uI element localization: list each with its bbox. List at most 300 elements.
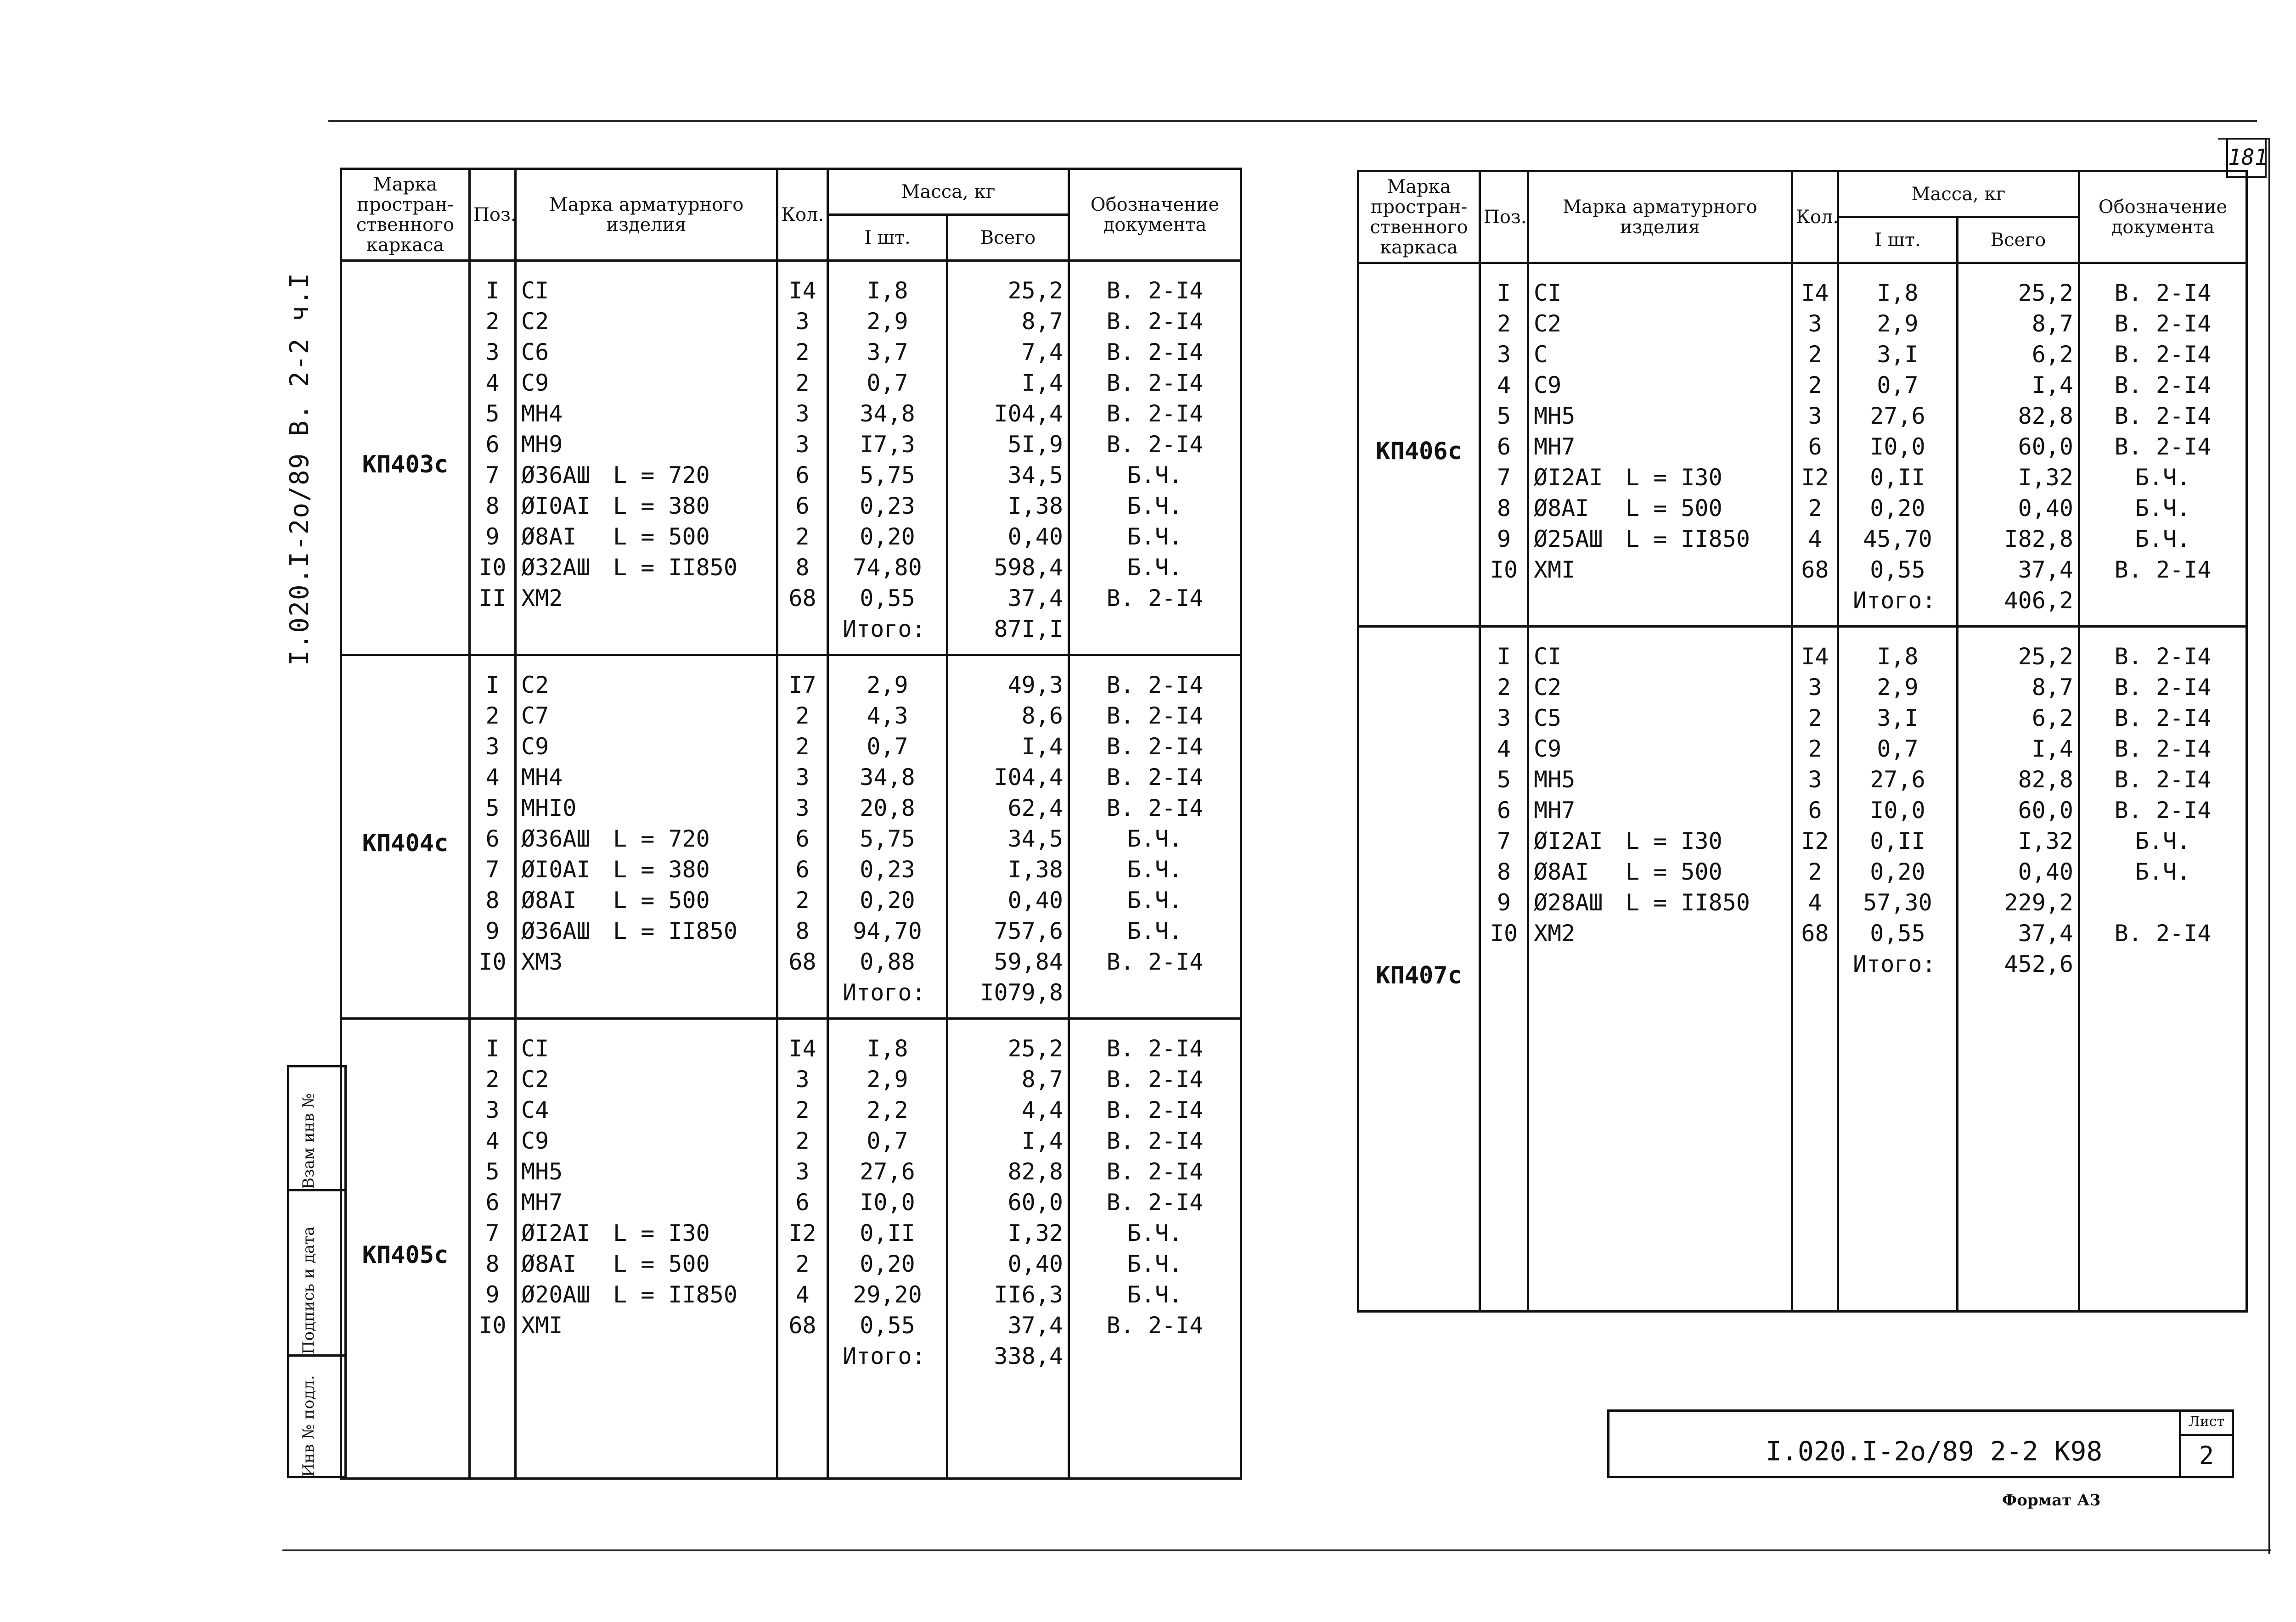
table-row xyxy=(341,460,1241,491)
item-mark: МН4 xyxy=(521,400,563,427)
total-value: 338,4 xyxy=(947,1341,1069,1479)
mass-one-cell: 3,I xyxy=(1838,703,1958,734)
quantity-cell: 3 xyxy=(777,1156,828,1187)
item-mark-cell xyxy=(1528,524,1792,555)
item-length: L = 500 xyxy=(613,887,710,914)
document-cell: В. 2-I4 xyxy=(1069,947,1241,977)
quantity-cell: 2 xyxy=(777,337,828,368)
table-row xyxy=(341,701,1241,731)
table-row xyxy=(341,1280,1241,1310)
table-row xyxy=(1358,764,2247,795)
mass-one-cell: 0,20 xyxy=(828,885,947,916)
document-cell: Б.Ч. xyxy=(1069,854,1241,885)
item-mark-cell xyxy=(516,916,777,947)
position-cell: 5 xyxy=(470,398,516,429)
item-mark-cell xyxy=(1528,493,1792,524)
item-mark: C7 xyxy=(521,702,549,729)
item-mark-cell xyxy=(1528,263,1792,309)
item-mark-cell xyxy=(516,429,777,460)
document-cell: В. 2-I4 xyxy=(2079,627,2247,673)
total-row xyxy=(341,977,1241,1019)
mass-one-cell: 2,9 xyxy=(1838,672,1958,703)
table-row xyxy=(1358,493,2247,524)
mass-total-cell: I,32 xyxy=(1958,826,2079,857)
position-cell: I0 xyxy=(1480,918,1528,949)
item-length: L = 500 xyxy=(1626,859,1722,885)
item-mark: C2 xyxy=(1534,310,1562,337)
item-mark: ØI0AI xyxy=(521,493,591,519)
mass-total-cell: I,32 xyxy=(1958,462,2079,493)
item-length: L = 500 xyxy=(613,1251,710,1277)
item-mark: C2 xyxy=(521,1066,549,1093)
position-cell: 6 xyxy=(1480,432,1528,462)
position-cell: 5 xyxy=(470,1156,516,1187)
empty-cell xyxy=(777,1341,828,1479)
table-row xyxy=(1358,309,2247,339)
document-cell: В. 2-I4 xyxy=(2079,401,2247,432)
total-label: Итого: xyxy=(828,977,947,1019)
header-mass-total: Всего xyxy=(947,215,1069,261)
position-cell: 4 xyxy=(1480,370,1528,401)
mass-total-cell: I04,4 xyxy=(947,762,1069,793)
document-cell: В. 2-I4 xyxy=(1069,306,1241,337)
item-mark-cell xyxy=(516,947,777,977)
mass-total-cell: II6,3 xyxy=(947,1280,1069,1310)
item-mark-cell xyxy=(516,1064,777,1095)
header-frame-mark: Марка простран-ственного каркаса xyxy=(341,169,470,261)
header-position: Поз. xyxy=(1480,171,1528,263)
mass-one-cell: 0,55 xyxy=(828,583,947,614)
stamp-cell-inventory xyxy=(287,1354,347,1478)
document-cell: В. 2-I4 xyxy=(2079,263,2247,309)
title-block xyxy=(1607,1409,2234,1478)
document-cell: Б.Ч. xyxy=(1069,885,1241,916)
table-row xyxy=(341,491,1241,522)
mass-total-cell: 37,4 xyxy=(947,583,1069,614)
left-table-body xyxy=(341,261,1241,1479)
mass-one-cell: 0,55 xyxy=(1838,918,1958,949)
total-row xyxy=(341,614,1241,655)
quantity-cell: 3 xyxy=(1792,764,1838,795)
empty-cell xyxy=(1792,949,1838,1312)
position-cell: 9 xyxy=(470,1280,516,1310)
table-row xyxy=(1358,795,2247,826)
mass-total-cell: 0,40 xyxy=(947,1249,1069,1280)
quantity-cell: 6 xyxy=(777,854,828,885)
document-cell: В. 2-I4 xyxy=(1069,731,1241,762)
mass-total-cell: I,4 xyxy=(947,368,1069,398)
item-mark: CI xyxy=(1534,643,1562,670)
document-cell: В. 2-I4 xyxy=(1069,368,1241,398)
quantity-cell: I7 xyxy=(777,655,828,701)
mass-total-cell: 8,7 xyxy=(1958,672,2079,703)
mass-one-cell: I0,0 xyxy=(1838,432,1958,462)
item-mark: CI xyxy=(1534,280,1562,306)
empty-cell xyxy=(2079,949,2247,1312)
item-mark-cell xyxy=(1528,826,1792,857)
quantity-cell: 3 xyxy=(777,762,828,793)
quantity-cell: I2 xyxy=(1792,826,1838,857)
position-cell: I0 xyxy=(470,947,516,977)
quantity-cell: 68 xyxy=(1792,918,1838,949)
empty-cell xyxy=(1069,1341,1241,1479)
mass-one-cell: I,8 xyxy=(1838,627,1958,673)
item-mark-cell xyxy=(1528,309,1792,339)
table-row xyxy=(341,655,1241,701)
document-cell: В. 2-I4 xyxy=(1069,261,1241,307)
mass-one-cell: 0,7 xyxy=(1838,370,1958,401)
quantity-cell: I4 xyxy=(777,261,828,307)
document-cell: В. 2-I4 xyxy=(2079,432,2247,462)
quantity-cell: I4 xyxy=(777,1019,828,1065)
total-value: I079,8 xyxy=(947,977,1069,1019)
item-mark-cell xyxy=(516,261,777,307)
mass-one-cell: 3,7 xyxy=(828,337,947,368)
header-mass-total: Всего xyxy=(1958,217,2079,263)
empty-cell xyxy=(777,977,828,1019)
mass-one-cell: 27,6 xyxy=(1838,764,1958,795)
mass-total-cell: 37,4 xyxy=(1958,918,2079,949)
item-mark-cell xyxy=(516,368,777,398)
mass-total-cell: I,4 xyxy=(947,731,1069,762)
document-cell: В. 2-I4 xyxy=(1069,701,1241,731)
mass-one-cell: 0,20 xyxy=(828,1249,947,1280)
table-row xyxy=(341,429,1241,460)
position-cell: 9 xyxy=(1480,887,1528,918)
table-row xyxy=(1358,672,2247,703)
position-cell: 6 xyxy=(1480,795,1528,826)
position-cell: 8 xyxy=(470,885,516,916)
position-cell: I0 xyxy=(470,1310,516,1341)
position-cell: 7 xyxy=(1480,462,1528,493)
total-row xyxy=(341,1341,1241,1479)
position-cell: 2 xyxy=(1480,309,1528,339)
item-mark-cell xyxy=(516,1095,777,1126)
quantity-cell: 4 xyxy=(777,1280,828,1310)
table-row xyxy=(1358,370,2247,401)
item-mark-cell xyxy=(516,1249,777,1280)
document-cell: В. 2-I4 xyxy=(1069,1126,1241,1156)
item-mark-cell xyxy=(1528,432,1792,462)
mass-total-cell: 37,4 xyxy=(1958,555,2079,585)
mass-total-cell: 60,0 xyxy=(947,1187,1069,1218)
position-cell: I xyxy=(470,261,516,307)
table-row xyxy=(341,1249,1241,1280)
mass-total-cell: 34,5 xyxy=(947,824,1069,854)
mass-one-cell: 74,80 xyxy=(828,552,947,583)
table-row xyxy=(1358,432,2247,462)
quantity-cell: I4 xyxy=(1792,627,1838,673)
quantity-cell: 2 xyxy=(777,368,828,398)
quantity-cell: I4 xyxy=(1792,263,1838,309)
document-cell: В. 2-I4 xyxy=(2079,339,2247,370)
position-cell: I xyxy=(1480,627,1528,673)
quantity-cell: 2 xyxy=(1792,370,1838,401)
quantity-cell: 2 xyxy=(777,1126,828,1156)
item-mark: ХМI xyxy=(1534,556,1576,583)
empty-cell xyxy=(470,977,516,1019)
table-row xyxy=(341,762,1241,793)
mass-total-cell: I,32 xyxy=(947,1218,1069,1249)
quantity-cell: 2 xyxy=(1792,493,1838,524)
mass-total-cell: 0,40 xyxy=(947,522,1069,552)
mass-total-cell: 25,2 xyxy=(947,261,1069,307)
header-mass: Масса, кг xyxy=(828,169,1069,215)
position-cell: 7 xyxy=(470,1218,516,1249)
table-row xyxy=(1358,555,2247,585)
empty-cell xyxy=(470,614,516,655)
empty-cell xyxy=(1480,585,1528,627)
mass-one-cell: 0,II xyxy=(828,1218,947,1249)
mass-one-cell: 57,30 xyxy=(1838,887,1958,918)
document-cell xyxy=(2079,887,2247,918)
position-cell: I0 xyxy=(470,552,516,583)
header-quantity: Кол. xyxy=(1792,171,1838,263)
header-quantity: Кол. xyxy=(777,169,828,261)
position-cell: 5 xyxy=(1480,764,1528,795)
item-mark: Ø36АШ xyxy=(521,825,591,852)
item-mark-cell xyxy=(516,552,777,583)
item-mark-cell xyxy=(516,1310,777,1341)
mass-one-cell: 0,20 xyxy=(1838,857,1958,887)
item-mark: Ø32АШ xyxy=(521,554,591,581)
right-frame-line xyxy=(2268,138,2270,1554)
position-cell: I xyxy=(470,1019,516,1065)
header-mass-one: I шт. xyxy=(1838,217,1958,263)
item-mark-cell xyxy=(1528,339,1792,370)
empty-cell xyxy=(1528,949,1792,1312)
table-row xyxy=(341,1064,1241,1095)
table-row xyxy=(341,583,1241,614)
item-mark: Ø8AI xyxy=(521,887,577,914)
position-cell: 5 xyxy=(1480,401,1528,432)
item-mark-cell xyxy=(1528,887,1792,918)
mass-total-cell: 8,7 xyxy=(947,1064,1069,1095)
quantity-cell: 8 xyxy=(777,552,828,583)
item-mark: C2 xyxy=(521,672,549,698)
quantity-cell: 6 xyxy=(777,1187,828,1218)
item-mark-cell xyxy=(516,460,777,491)
mass-total-cell: 49,3 xyxy=(947,655,1069,701)
total-value: 452,6 xyxy=(1958,949,2079,1312)
document-cell: Б.Ч. xyxy=(2079,524,2247,555)
mass-one-cell: 0,23 xyxy=(828,491,947,522)
mass-total-cell: I,38 xyxy=(947,854,1069,885)
header-item-mark: Марка арматурного изделия xyxy=(516,169,777,261)
table-row xyxy=(1358,524,2247,555)
document-cell: Б.Ч. xyxy=(1069,460,1241,491)
mass-one-cell: 0,23 xyxy=(828,854,947,885)
quantity-cell: 2 xyxy=(1792,703,1838,734)
mass-one-cell: 3,I xyxy=(1838,339,1958,370)
mass-one-cell: 0,7 xyxy=(1838,734,1958,764)
quantity-cell: 3 xyxy=(777,398,828,429)
item-mark: Ø8AI xyxy=(1534,495,1589,522)
page-number: 181 xyxy=(2226,138,2267,178)
item-mark: Ø8AI xyxy=(521,1251,577,1277)
left-specification-table xyxy=(340,168,1242,1480)
title-block-code: I.020.I-2o/89 2-2 К98 xyxy=(1766,1436,2103,1467)
document-cell: Б.Ч. xyxy=(2079,462,2247,493)
mass-one-cell: 0,88 xyxy=(828,947,947,977)
quantity-cell: 2 xyxy=(1792,339,1838,370)
mass-one-cell: 2,9 xyxy=(828,1064,947,1095)
item-length: L = II850 xyxy=(1626,526,1750,552)
mass-one-cell: 2,9 xyxy=(828,655,947,701)
empty-cell xyxy=(777,614,828,655)
mass-total-cell: 5I,9 xyxy=(947,429,1069,460)
item-mark-cell xyxy=(516,655,777,701)
item-mark-cell xyxy=(516,1156,777,1187)
item-mark: ХМ2 xyxy=(1534,920,1576,947)
mass-total-cell: I82,8 xyxy=(1958,524,2079,555)
document-cell: Б.Ч. xyxy=(1069,1280,1241,1310)
mass-one-cell: 0,7 xyxy=(828,368,947,398)
item-mark: C6 xyxy=(521,339,549,365)
quantity-cell: 8 xyxy=(777,916,828,947)
empty-cell xyxy=(1480,949,1528,1312)
mass-one-cell: 5,75 xyxy=(828,824,947,854)
stamp-label-replacement: Взам инв № xyxy=(299,1093,318,1189)
item-mark: ХМI xyxy=(521,1312,563,1339)
item-mark-cell xyxy=(1528,795,1792,826)
mass-one-cell: 34,8 xyxy=(828,762,947,793)
mass-one-cell: I0,0 xyxy=(1838,795,1958,826)
document-cell: В. 2-I4 xyxy=(2079,309,2247,339)
mass-one-cell: 94,70 xyxy=(828,916,947,947)
header-document: Обозначение документа xyxy=(1069,169,1241,261)
frame-mark: КП404с xyxy=(341,655,470,1019)
position-cell: 9 xyxy=(470,522,516,552)
mass-one-cell: 0,55 xyxy=(828,1310,947,1341)
item-mark: C9 xyxy=(1534,372,1562,398)
item-mark: ØI2AI xyxy=(1534,828,1603,854)
total-label: Итого: xyxy=(1838,949,1958,1312)
position-cell: 4 xyxy=(470,368,516,398)
item-mark-cell xyxy=(1528,555,1792,585)
frame-mark: КП403с xyxy=(341,261,470,655)
position-cell: 4 xyxy=(1480,734,1528,764)
table-row xyxy=(341,261,1241,307)
quantity-cell: 3 xyxy=(777,306,828,337)
item-mark: Ø25АШ xyxy=(1534,526,1603,552)
item-mark-cell xyxy=(516,885,777,916)
table-row xyxy=(341,1187,1241,1218)
side-document-code: I.020.I-2o/89 В. 2-2 ч.I xyxy=(285,272,315,666)
item-mark: C9 xyxy=(1534,735,1562,762)
mass-total-cell: 598,4 xyxy=(947,552,1069,583)
table-row xyxy=(341,947,1241,977)
mass-total-cell: 757,6 xyxy=(947,916,1069,947)
quantity-cell: 2 xyxy=(777,731,828,762)
table-row xyxy=(341,916,1241,947)
position-cell: 9 xyxy=(470,916,516,947)
position-cell: 4 xyxy=(470,1126,516,1156)
header-document: Обозначение документа xyxy=(2079,171,2247,263)
item-length: L = II850 xyxy=(1626,889,1750,916)
table-row xyxy=(1358,462,2247,493)
empty-cell xyxy=(1069,614,1241,655)
item-length: L = I30 xyxy=(1626,464,1722,491)
table-row xyxy=(1358,887,2247,918)
header-mass-one: I шт. xyxy=(828,215,947,261)
mass-one-cell: I7,3 xyxy=(828,429,947,460)
quantity-cell: 68 xyxy=(777,583,828,614)
mass-one-cell: 5,75 xyxy=(828,460,947,491)
item-mark: МН4 xyxy=(521,764,563,791)
table-row xyxy=(341,824,1241,854)
item-mark: МН9 xyxy=(521,431,563,458)
table-row xyxy=(341,1218,1241,1249)
stamp-label-signature: Подпись и дата xyxy=(299,1226,318,1354)
item-mark: C5 xyxy=(1534,705,1562,731)
item-mark: МН7 xyxy=(521,1189,563,1216)
item-length: L = I30 xyxy=(1626,828,1722,854)
mass-total-cell: 4,4 xyxy=(947,1095,1069,1126)
position-cell: 7 xyxy=(470,460,516,491)
document-cell: В. 2-I4 xyxy=(1069,655,1241,701)
item-mark-cell xyxy=(516,701,777,731)
mass-total-cell: 34,5 xyxy=(947,460,1069,491)
document-cell: Б.Ч. xyxy=(2079,826,2247,857)
mass-total-cell: 8,7 xyxy=(1958,309,2079,339)
item-mark-cell xyxy=(1528,703,1792,734)
document-cell: В. 2-I4 xyxy=(2079,795,2247,826)
item-mark: CI xyxy=(521,1035,549,1062)
mass-one-cell: 27,6 xyxy=(1838,401,1958,432)
mass-one-cell: 20,8 xyxy=(828,793,947,824)
item-length: L = II850 xyxy=(613,554,737,581)
document-cell: В. 2-I4 xyxy=(1069,1064,1241,1095)
empty-cell xyxy=(516,614,777,655)
mass-total-cell: 8,6 xyxy=(947,701,1069,731)
total-value: 406,2 xyxy=(1958,585,2079,627)
quantity-cell: I2 xyxy=(777,1218,828,1249)
item-length: L = II850 xyxy=(613,918,737,944)
item-mark: Ø28АШ xyxy=(1534,889,1603,916)
mass-one-cell: I,8 xyxy=(828,1019,947,1065)
position-cell: I xyxy=(470,655,516,701)
item-mark: Ø8AI xyxy=(521,523,577,550)
position-cell: I0 xyxy=(1480,555,1528,585)
total-row xyxy=(1358,949,2247,1312)
quantity-cell: 3 xyxy=(1792,309,1838,339)
stamp-cell-signature xyxy=(287,1189,347,1357)
empty-cell xyxy=(1528,585,1792,627)
mass-total-cell: I,4 xyxy=(1958,370,2079,401)
item-mark-cell xyxy=(516,522,777,552)
item-mark-cell xyxy=(516,1187,777,1218)
document-cell: В. 2-I4 xyxy=(1069,1019,1241,1065)
empty-cell xyxy=(516,977,777,1019)
position-cell: 8 xyxy=(1480,857,1528,887)
mass-one-cell: 0,II xyxy=(1838,826,1958,857)
item-mark-cell xyxy=(516,762,777,793)
document-cell: В. 2-I4 xyxy=(2079,672,2247,703)
document-cell: Б.Ч. xyxy=(1069,916,1241,947)
item-length: L = 380 xyxy=(613,493,710,519)
quantity-cell: 6 xyxy=(777,460,828,491)
item-mark: CI xyxy=(521,277,549,304)
position-cell: 2 xyxy=(1480,672,1528,703)
document-cell: Б.Ч. xyxy=(2079,857,2247,887)
mass-one-cell: 29,20 xyxy=(828,1280,947,1310)
table-row xyxy=(1358,339,2247,370)
quantity-cell: 2 xyxy=(1792,857,1838,887)
document-cell: В. 2-I4 xyxy=(2079,703,2247,734)
document-cell: В. 2-I4 xyxy=(1069,583,1241,614)
item-mark: C xyxy=(1534,341,1548,368)
